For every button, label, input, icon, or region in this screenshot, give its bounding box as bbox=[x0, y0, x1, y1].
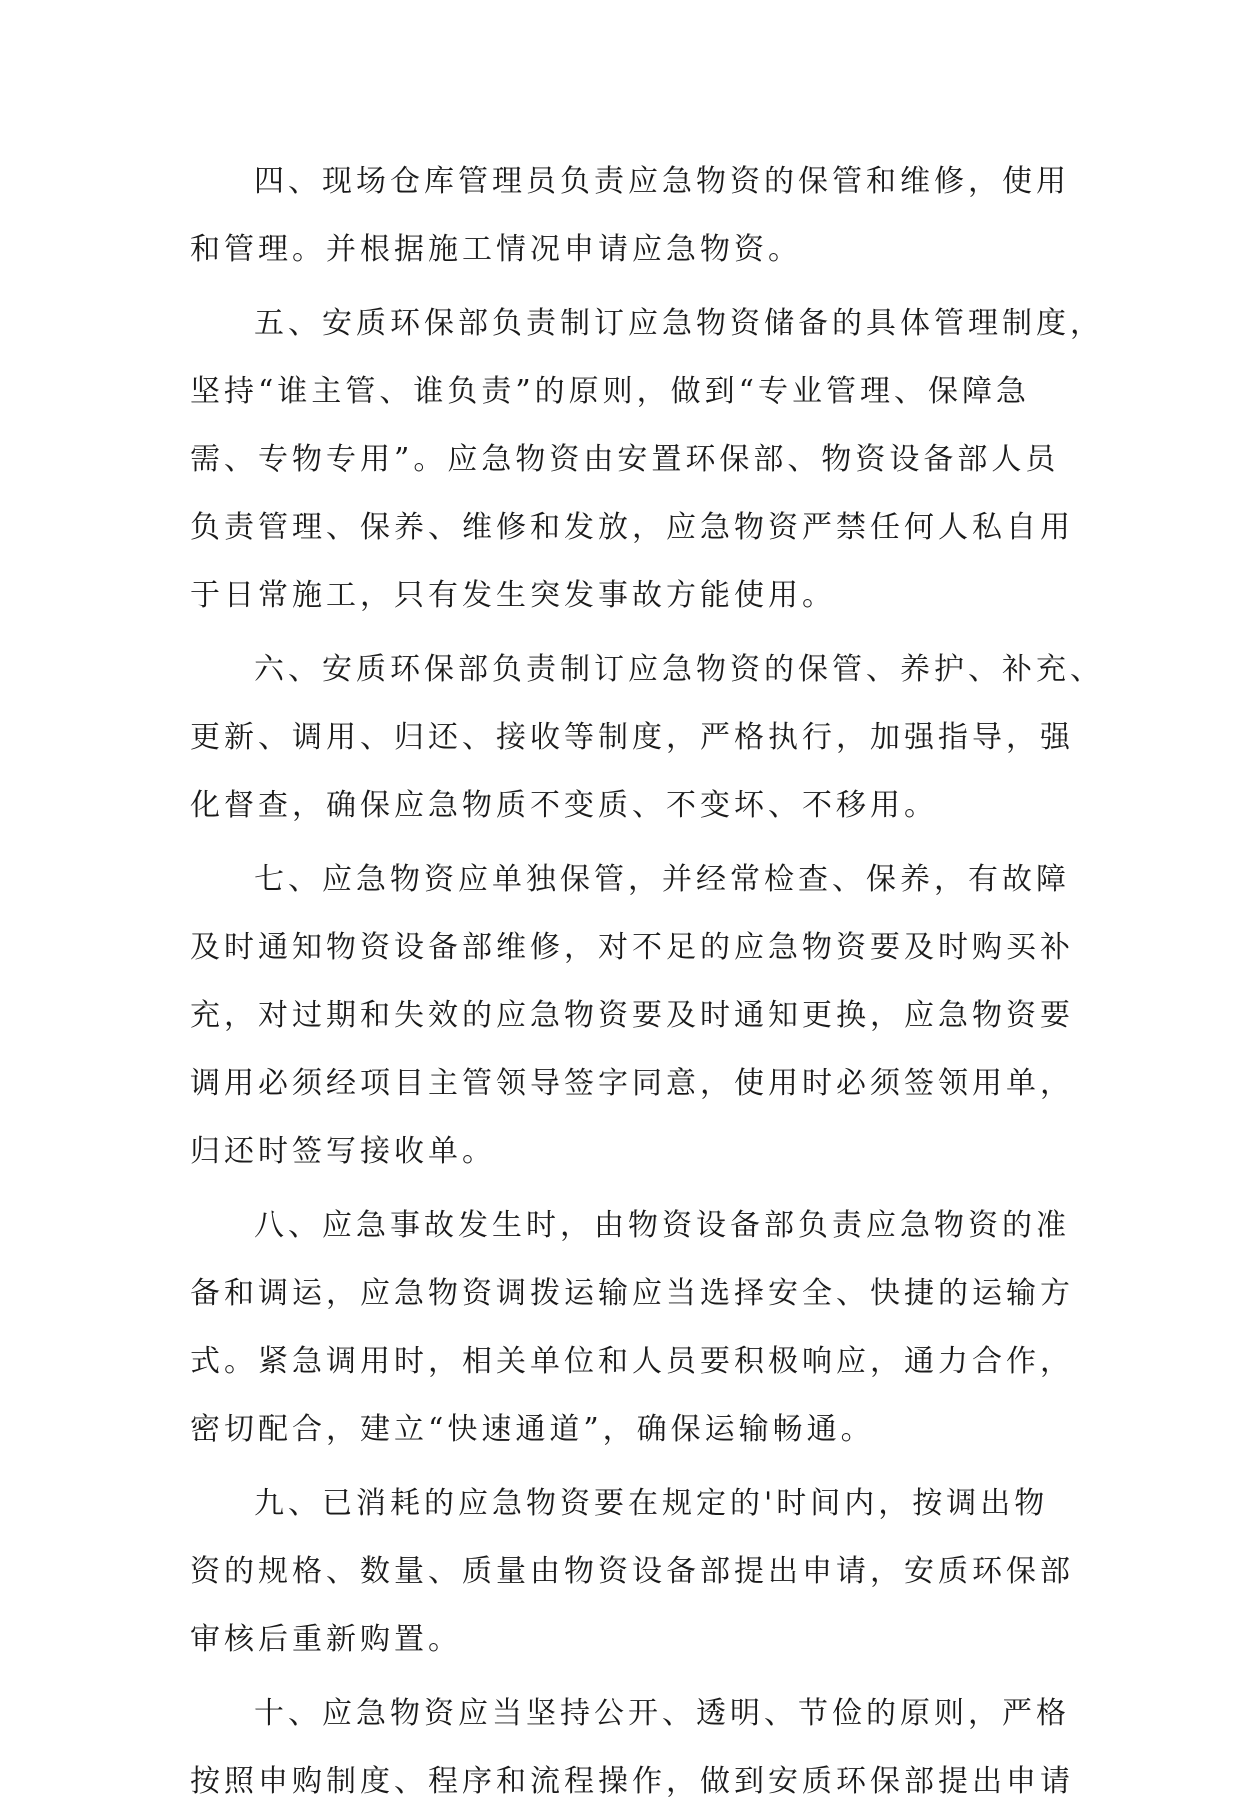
paragraph-line: 备和调运，应急物资调拨运输应当选择安全、快捷的运输方 bbox=[190, 1276, 1074, 1311]
document-body bbox=[190, 148, 1104, 1816]
paragraph-first-line: 九、已消耗的应急物资要在规定的'时间内，按调出物 bbox=[254, 1486, 1049, 1521]
paragraph-line: 坚持“谁主管、谁负责”的原则，做到“专业管理、保障急 bbox=[190, 374, 1031, 409]
paragraph-first-line: 五、安质环保部负责制订应急物资储备的具体管理制度， bbox=[254, 306, 1104, 341]
paragraph bbox=[190, 1192, 1080, 1464]
paragraph bbox=[190, 148, 1080, 284]
paragraph-line: 密切配合，建立“快速通道”，确保运输畅通。 bbox=[190, 1412, 875, 1447]
paragraph-line: 资的规格、数量、质量由物资设备部提出申请，安质环保部 bbox=[190, 1554, 1074, 1589]
paragraph-line: 按照申购制度、程序和流程操作，做到安质环保部提出申请 bbox=[190, 1764, 1074, 1799]
paragraph bbox=[190, 846, 1080, 1186]
paragraph-first-line: 四、现场仓库管理员负责应急物资的保管和维修，使用 bbox=[254, 164, 1070, 199]
paragraph-line: 及时通知物资设备部维修，对不足的应急物资要及时购买补 bbox=[190, 930, 1074, 965]
paragraph-line: 式。紧急调用时，相关单位和人员要积极响应，通力合作， bbox=[190, 1344, 1074, 1379]
paragraph-line: 更新、调用、归还、接收等制度，严格执行，加强指导，强 bbox=[190, 720, 1074, 755]
paragraph-line: 化督查，确保应急物质不变质、不变坏、不移用。 bbox=[190, 788, 938, 823]
paragraph bbox=[190, 1470, 1080, 1674]
paragraph bbox=[190, 636, 1104, 840]
paragraph-line: 审核后重新购置。 bbox=[190, 1622, 462, 1657]
paragraph-first-line: 八、应急事故发生时，由物资设备部负责应急物资的准 bbox=[254, 1208, 1070, 1243]
paragraph-line: 调用必须经项目主管领导签字同意，使用时必须签领用单， bbox=[190, 1066, 1074, 1101]
paragraph-first-line: 七、应急物资应单独保管，并经常检查、保养，有故障 bbox=[254, 862, 1070, 897]
paragraph bbox=[190, 1680, 1080, 1816]
paragraph bbox=[190, 290, 1104, 630]
paragraph-first-line: 十、应急物资应当坚持公开、透明、节俭的原则，严格 bbox=[254, 1696, 1070, 1731]
paragraph-first-line: 六、安质环保部负责制订应急物资的保管、养护、补充、 bbox=[254, 652, 1104, 687]
paragraph-line: 归还时签写接收单。 bbox=[190, 1134, 496, 1169]
paragraph-line: 于日常施工，只有发生突发事故方能使用。 bbox=[190, 578, 836, 613]
paragraph-line: 负责管理、保养、维修和发放，应急物资严禁任何人私自用 bbox=[190, 510, 1074, 545]
paragraph-line: 和管理。并根据施工情况申请应急物资。 bbox=[190, 232, 802, 267]
paragraph-line: 充，对过期和失效的应急物资要及时通知更换，应急物资要 bbox=[190, 998, 1074, 1033]
paragraph-line: 需、专物专用”。应急物资由安置环保部、物资设备部人员 bbox=[190, 442, 1060, 477]
